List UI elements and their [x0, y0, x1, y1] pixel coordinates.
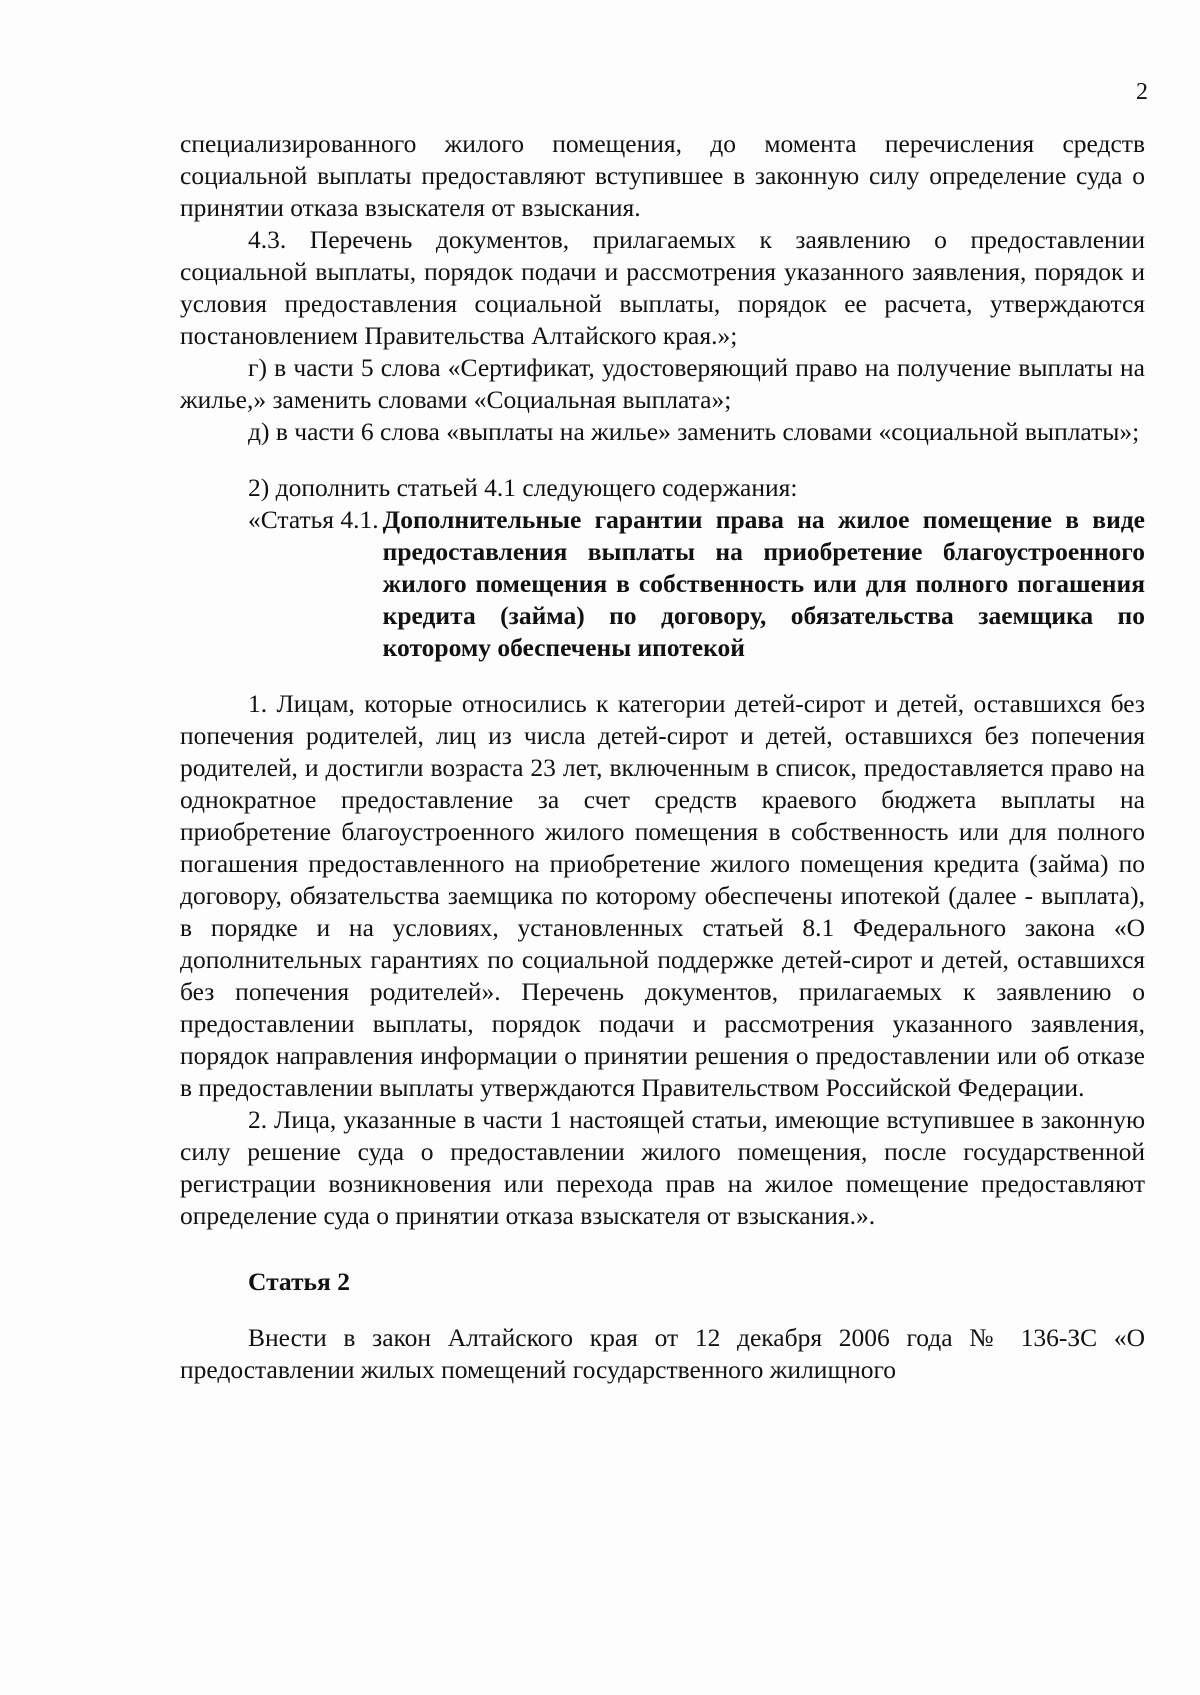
- page-number: 2: [1136, 79, 1148, 105]
- paragraph-d: д) в части 6 слова «выплаты на жилье» заменить словами «социальной выплаты»;: [248, 417, 1140, 446]
- paragraph-part-2: 2. Лица, указанные в части 1 настоящей статьи, имеющие вступившее в законную силу решение суда о предоставлении жилого помещения, после государственной регистрации возникновения или перехода прав на жилое помещение предоставляют определение суда о принятии отказа взыскателя от взыскания.».: [180, 1105, 1145, 1230]
- article-prefix: «Статья 4.1.: [248, 505, 379, 534]
- paragraph-g: г) в части 5 слова «Сертификат, удостоверяющий право на получение выплаты на жилье,» заменить словами «Социальная выплата»;: [180, 353, 1145, 414]
- section-heading: Статья 2: [248, 1267, 350, 1296]
- paragraph-article-2: Внести в закон Алтайского края от 12 декабря 2006 года № 136-ЗС «О предоставлении жилых помещений государственного жилищного: [180, 1323, 1145, 1384]
- paragraph-continuation: специализированного жилого помещения, до момента перечисления средств социальной выплаты предоставляют вступившее в законную силу определение суда о принятии отказа взыскателя от взыскания.: [180, 129, 1145, 222]
- article-title: Дополнительные гарантии права на жилое помещение в виде предоставления выплаты на приобретение благоустроенного жилого помещения в собственность или для полного погашения кредита (займа) по договору, обязательства заемщика по которому обеспечены ипотекой: [382, 505, 1145, 662]
- document-body: [180, 128, 1145, 1386]
- article-4-1-heading: [180, 504, 1145, 664]
- paragraph-part-1: 1. Лицам, которые относились к категории детей-сирот и детей, оставшихся без попечения родителей, лиц из числа детей-сирот и детей, оставшихся без попечения родителей, и достигли возраста 23 лет, включенным в список, предоставляется право на однократное предоставление за счет средств краевого бюджета выплаты на приобретение благоустроенного жилого помещения в собственность или для полного погашения предоставленного на приобретение жилого помещения кредита (займа) по договору, обязательства заемщика по которому обеспечены ипотекой (далее - выплата), в порядке и на условиях, установленных статьей 8.1 Федерального закона «О дополнительных гарантиях по социальной поддержке детей-сирот и детей, оставшихся без попечения родителей». Перечень документов, прилагаемых к заявлению о предоставлении выплаты, порядок подачи и рассмотрения указанного заявления, порядок направления информации о принятии решения о предоставлении или об отказе в предоставлении выплаты утверждаются Правительством Российской Федерации.: [180, 689, 1145, 1102]
- paragraph-item-2: 2) дополнить статьей 4.1 следующего содержания:: [248, 473, 798, 502]
- paragraph-4-3: 4.3. Перечень документов, прилагаемых к заявлению о предоставлении социальной выплаты, порядок подачи и рассмотрения указанного заявления, порядок и условия предоставления социальной выплаты, порядок ее расчета, утверждаются постановлением Правительства Алтайского края.»;: [180, 225, 1145, 350]
